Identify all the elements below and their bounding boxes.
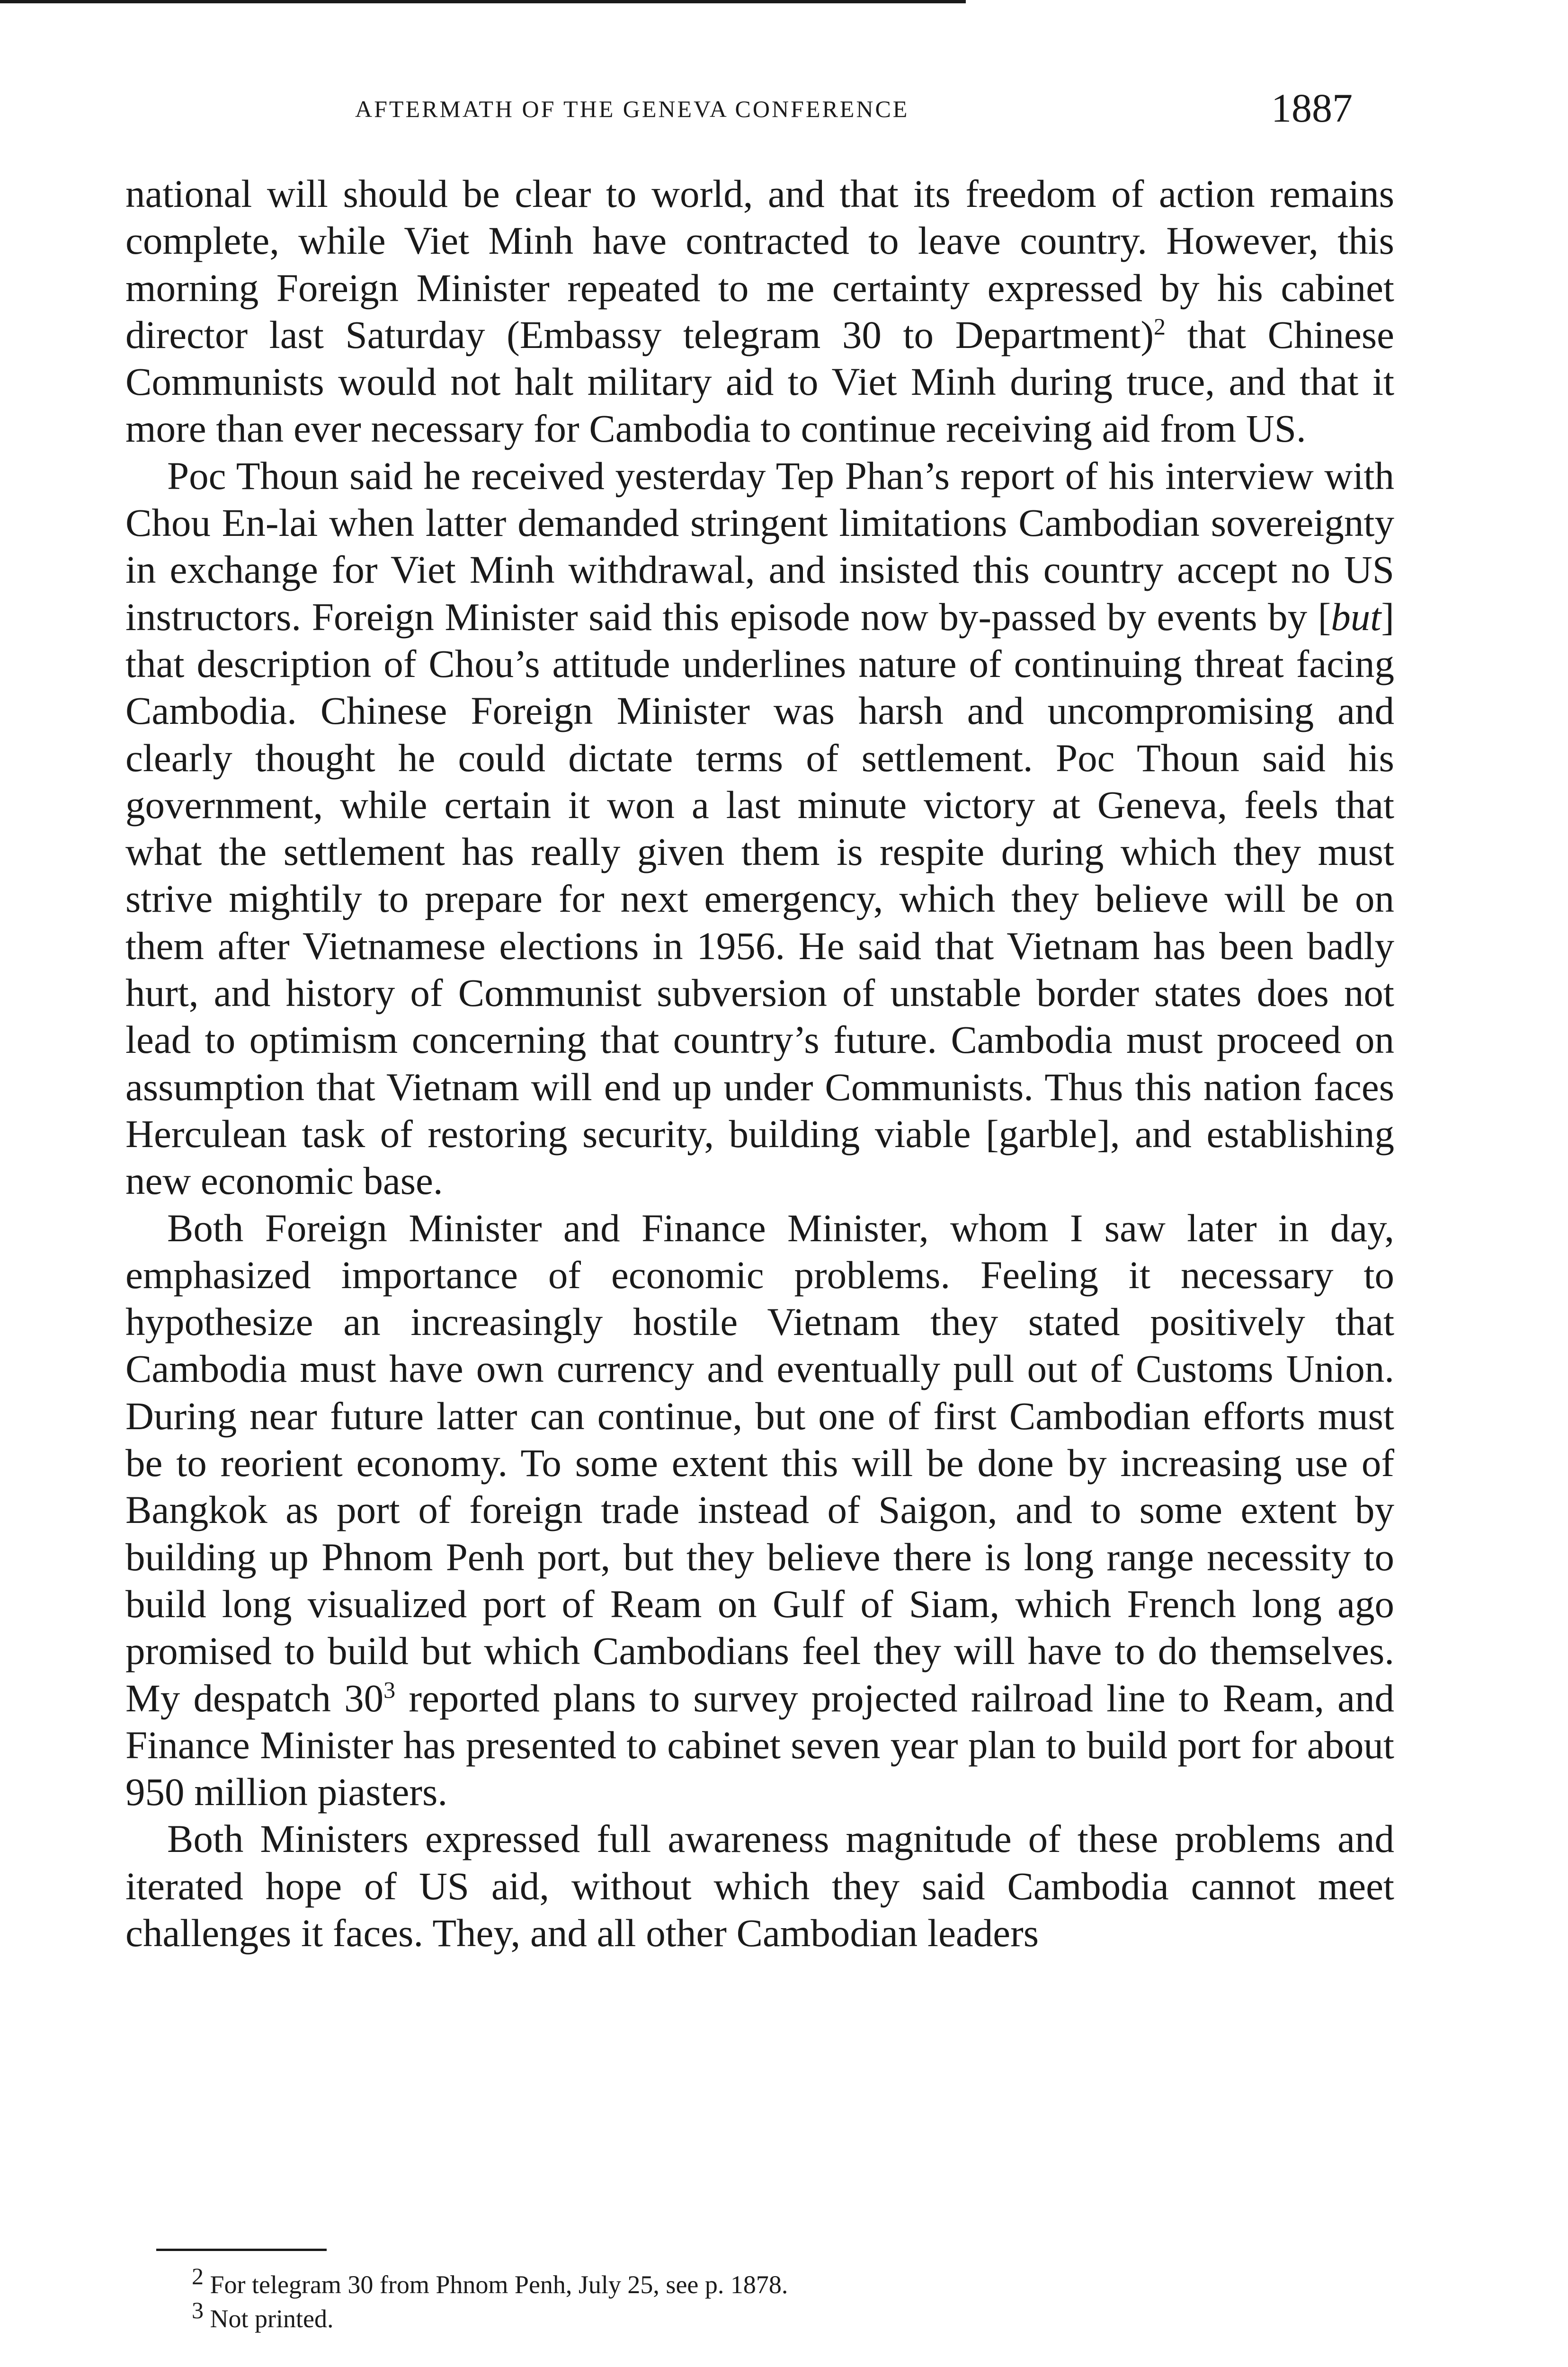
paragraph-2-text-a: Poc Thoun said he received yesterday Tep Phan’s report of his interview with Chou En-lai when latter demanded stringent limitations Cambodian sovereignty in exchange for Viet Minh withdrawal, and insisted this country accept no US instructors. Foreign Minister said this episode now by-passed by events by [ bbox=[125, 454, 1394, 639]
paragraph-1-text-a: national will should be clear to world, and that its freedom of action remains complete, while Viet Minh have contracted to leave country. However, this morning Foreign Minister repeated to me certainty expressed by his cabinet director last Saturday (Embassy telegram 30 to Department) bbox=[125, 172, 1394, 356]
paragraph-3-text-a: Both Foreign Minister and Finance Minister, whom I saw later in day, emphasized importance of economic problems. Feeling it necessary to hypothesize an increasingly hostile Vietnam they stated positively that Cambodia must have own currency and eventually pull out of Customs Union. During near future latter can continue, but one of first Cambodian efforts must be to reorient economy. To some extent this will be done by increasing use of Bangkok as port of foreign trade instead of Saigon, and to some extent by building up Phnom Penh port, but they believe there is long range necessity to build long visualized port of Ream on Gulf of Siam, which French long ago promised to build but which Cambodians feel they will have to do themselves. My despatch 30 bbox=[125, 1206, 1394, 1720]
editorial-insertion: but bbox=[1331, 595, 1381, 639]
paragraph-1-text-b: that Chinese Communists would not halt military aid to Viet Minh during truce, and that it more than ever necessary for Cambodia to continue receiving aid from US. bbox=[125, 312, 1394, 451]
paragraph-4-text: Both Ministers expressed full awareness magnitude of these problems and iterated hope of US aid, without which they said Cambodia cannot meet challenges it faces. They, and all other Cambodian leaders bbox=[125, 1817, 1394, 1955]
paragraph-4 bbox=[125, 1815, 1394, 1957]
body-text bbox=[125, 170, 1394, 1957]
footnote-text: For telegram 30 from Phnom Penh, July 25, see p. 1878. bbox=[210, 2270, 788, 2299]
footnote-rule bbox=[156, 2249, 327, 2251]
footnote-ref-3: 3 bbox=[383, 1676, 396, 1703]
paragraph-2 bbox=[125, 453, 1394, 1205]
footnote-mark: 2 bbox=[192, 2263, 204, 2289]
paragraph-3 bbox=[125, 1205, 1394, 1816]
paragraph-2-text-b: ] that description of Chou’s attitude underlines nature of continuing threat facing Cambodia. Chinese Foreign Minister was harsh and uncompromising and clearly thought he could dictate terms of settlement. Poc Thoun said his government, while certain it won a last minute victory at Geneva, feels that what the settlement has really given them is respite during which they must strive mightily to prepare for next emergency, which they believe will be on them after Vietnamese elections in 1956. He said that Vietnam has been badly hurt, and history of Communist subversion of unstable border states does not lead to optimism concerning that country’s future. Cambodia must proceed on assumption that Vietnam will end up under Communists. Thus this nation faces Herculean task of restoring security, building viable [garble], and establishing new economic base. bbox=[125, 595, 1394, 1203]
footnote-ref-2: 2 bbox=[1154, 313, 1166, 340]
footnotes bbox=[192, 2263, 1328, 2336]
top-rule bbox=[0, 0, 966, 3]
running-head: AFTERMATH OF THE GENEVA CONFERENCE bbox=[355, 96, 909, 122]
footnote-2 bbox=[192, 2263, 1328, 2302]
page-number: 1887 bbox=[1271, 85, 1353, 131]
paragraph-1 bbox=[125, 170, 1394, 453]
paragraph-3-text-b: reported plans to survey projected railroad line to Ream, and Finance Minister has presented to cabinet seven year plan to build port for about 950 million piasters. bbox=[125, 1676, 1395, 1814]
footnote-mark: 3 bbox=[192, 2297, 204, 2323]
footnote-3 bbox=[192, 2297, 1328, 2336]
footnote-text: Not printed. bbox=[210, 2305, 334, 2333]
